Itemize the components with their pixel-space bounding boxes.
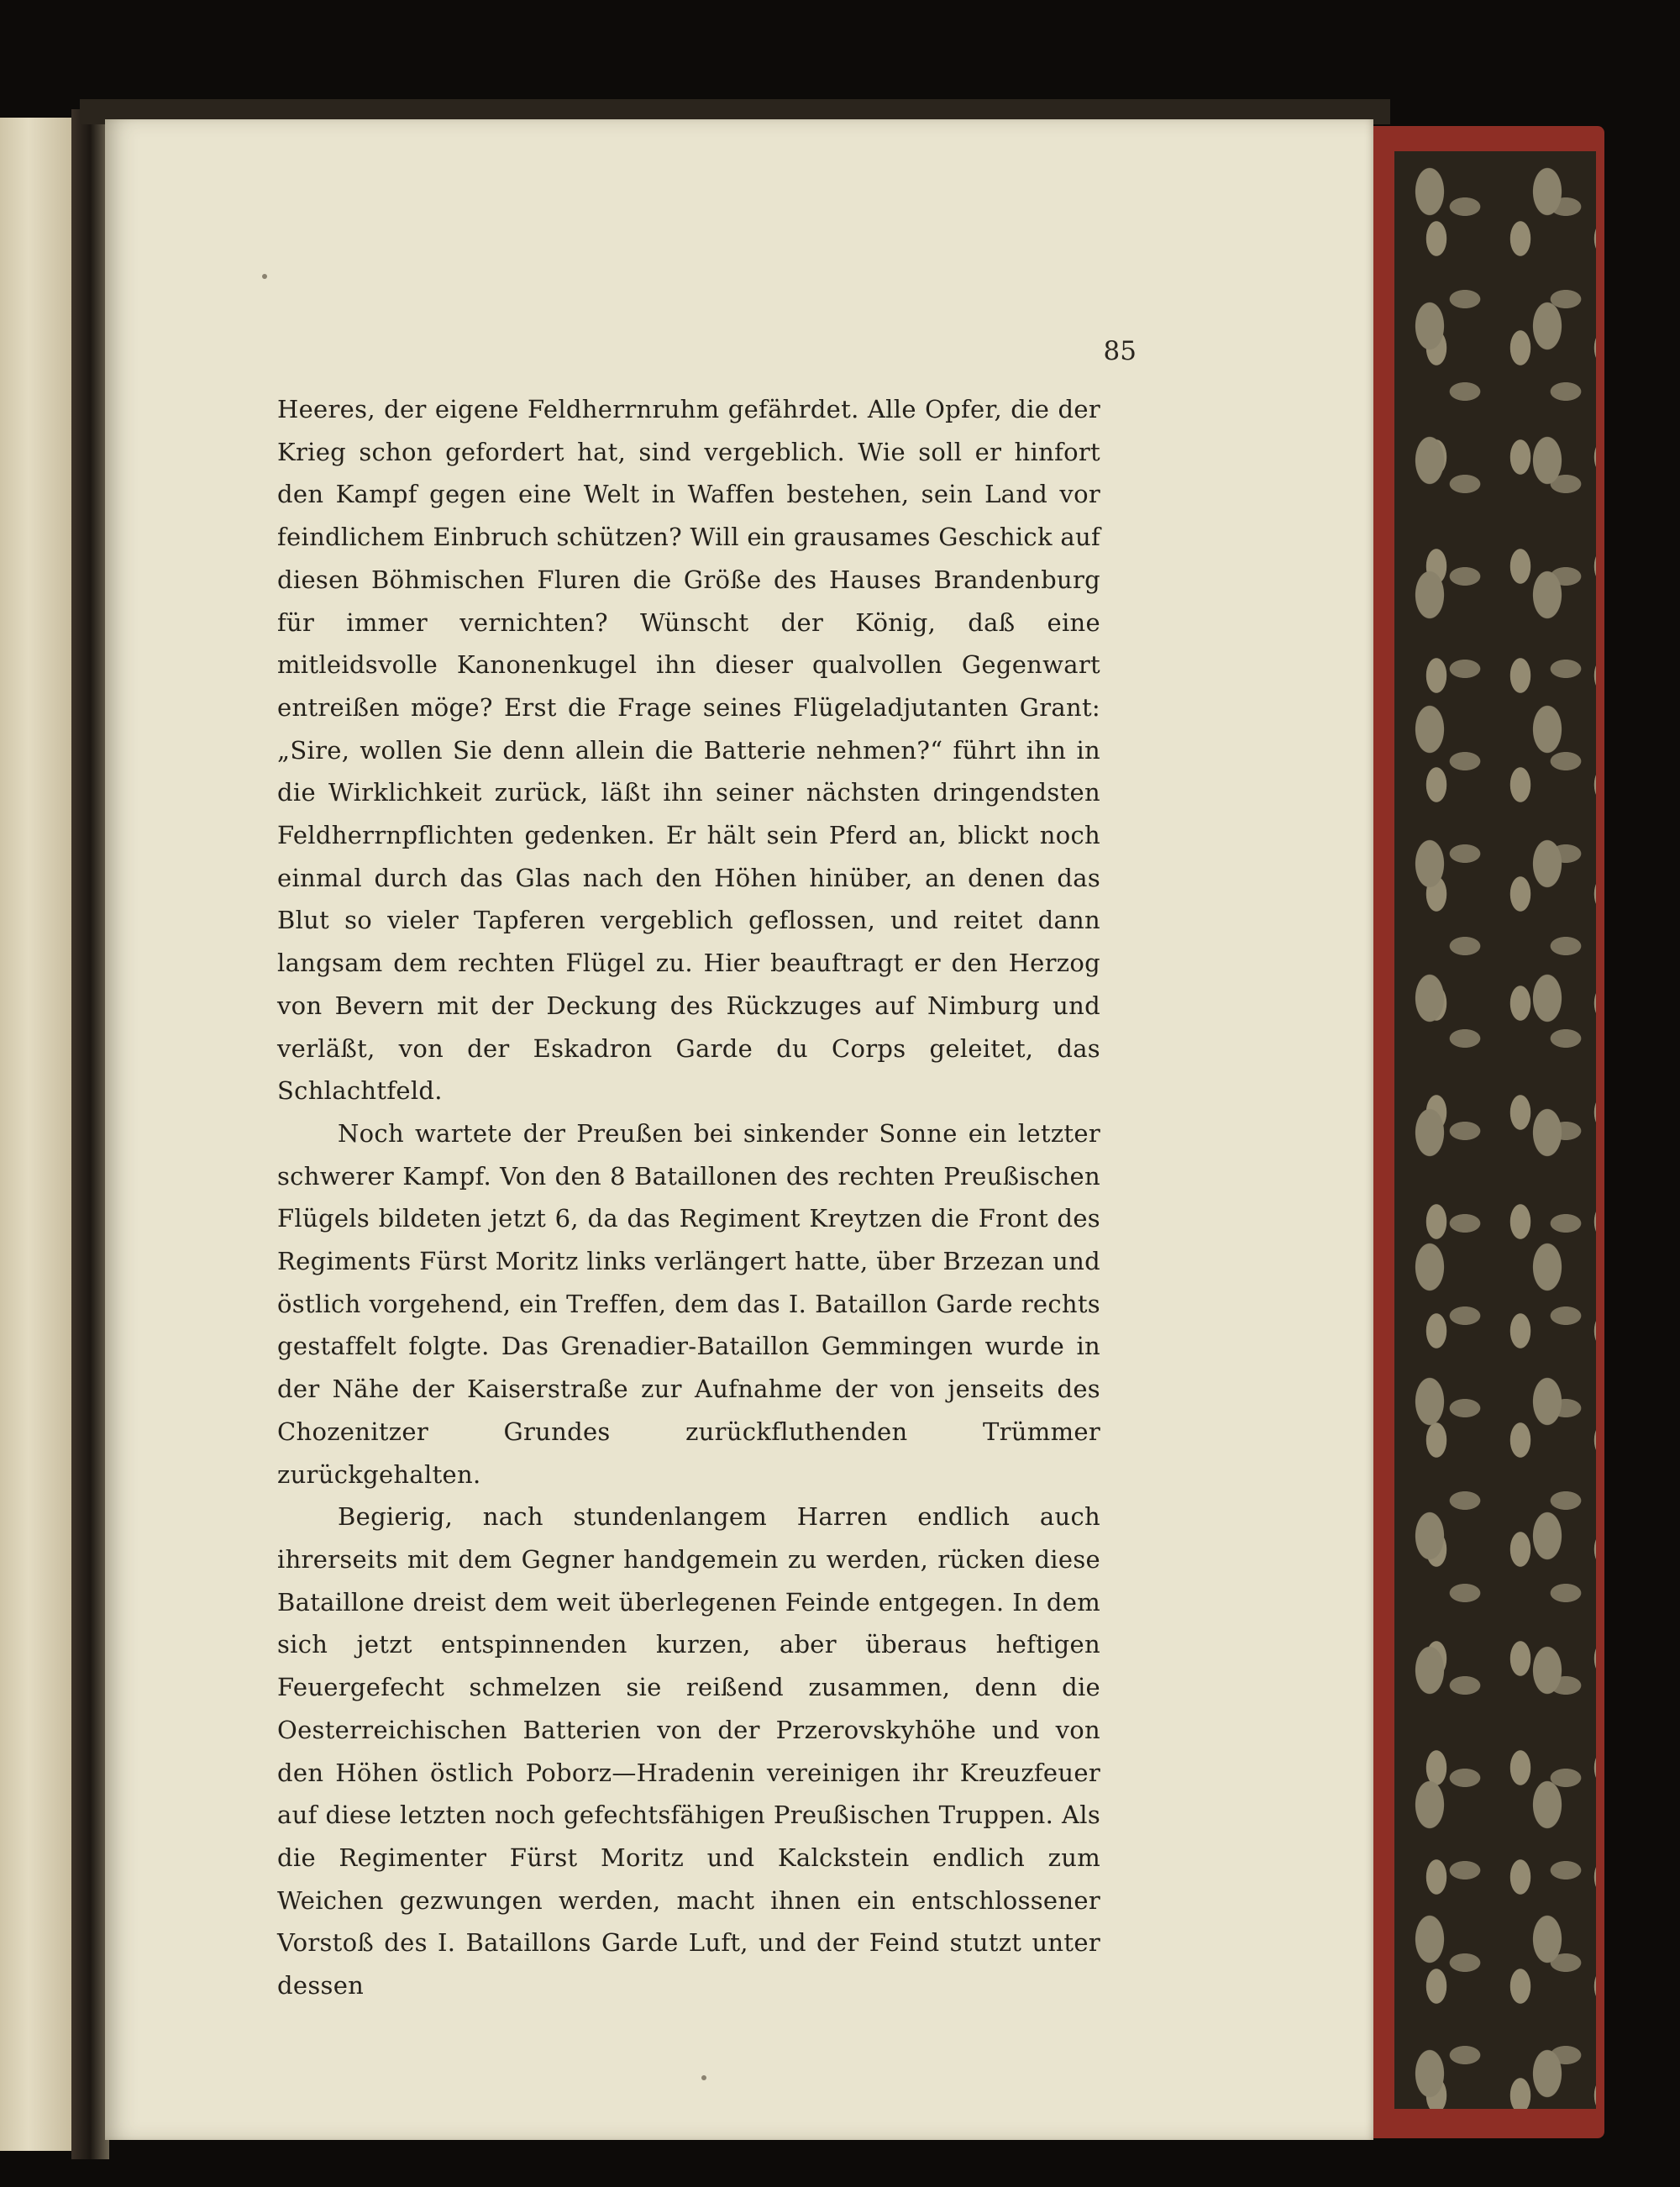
book-gutter [71, 109, 109, 2159]
paragraph-1: Heeres, der eigene Feldherrnruhm gefährdet. Alle Opfer, die der Krieg schon gefordert hat, sind vergeblich. Wie soll er hinfort den Kampf gegen eine Welt in Waffen bestehen, sein Land vor feindlichem Einbruch schützen? Will ein grausames Geschick auf diesen Böhmischen Fluren die Größe des Hauses Brandenburg für immer vernichten? Wünscht der König, daß eine mitleidsvolle Kanonenkugel ihn dieser qualvollen Gegenwart entreißen möge? Erst die Frage seines Flügeladjutanten Grant: „Sire, wollen Sie denn allein die Batterie nehmen?“ führt ihn in die Wirklichkeit zurück, läßt ihn seiner nächsten dringendsten Feldherrnpflichten gedenken. Er hält sein Pferd an, blickt noch einmal durch das Glas nach den Höhen hinüber, an denen das Blut so vieler Tapferen vergeblich geflossen, und reitet dann langsam dem rechten Flügel zu. Hier beauftragt er den Herzog von Bevern mit der Deckung des Rückzuges auf Nimburg und verläßt, von der Eskadron Garde du Corps geleitet, das Schlachtfeld. [277, 395, 1100, 1106]
page-body-text [277, 388, 1100, 2007]
paragraph-2: Noch wartete der Preußen bei sinkender Sonne ein letzter schwerer Kampf. Von den 8 Bataillonen des rechten Preußischen Flügels bildeten jetzt 6, da das Regiment Kreytzen die Front des Regiments Fürst Moritz links verlängert hatte, über Brzezan und östlich vorgehend, ein Treffen, dem das I. Bataillon Garde rechts gestaffelt folgte. Das Grenadier-Bataillon Gemmingen wurde in der Nähe der Kaiserstraße zur Aufnahme der von jenseits des Chozenitzer Grundes zurückfluthenden Trümmer zurückgehalten. [277, 1118, 1100, 1489]
book-cover-board [1361, 126, 1604, 2138]
page-speck [701, 2075, 706, 2080]
left-page-edge [0, 118, 71, 2151]
page-speck [262, 274, 267, 279]
page-number: 85 [1103, 336, 1137, 366]
paragraph-3: Begierig, nach stundenlangem Harren endlich auch ihrerseits mit dem Gegner handgemein zu werden, rücken diese Bataillone dreist dem weit überlegenen Feinde entgegen. In dem sich jetzt entspinnenden kurzen, aber überaus heftigen Feuergefecht schmelzen sie reißend zusammen, denn die Oesterreichischen Batterien von der Przerovskyhöhe und von den Höhen östlich Poborz—Hradenin vereinigen ihr Kreuzfeuer auf diese letzten noch gefechtsfähigen Preußischen Truppen. Als die Regimenter Fürst Moritz und Kalckstein endlich zum Weichen gezwungen werden, macht ihnen ein entschlossener Vorstoß des I. Bataillons Garde Luft, und der Feind stutzt unter dessen [277, 1502, 1100, 2000]
